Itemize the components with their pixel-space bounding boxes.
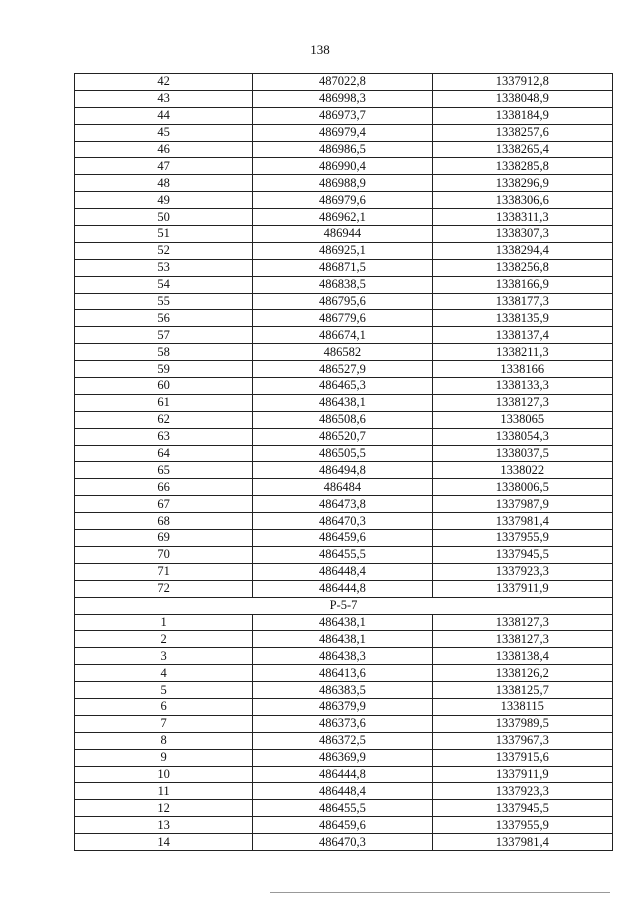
table-row: [75, 580, 613, 597]
table-row: [75, 631, 613, 648]
bottom-rule: [270, 892, 610, 893]
x-coordinate-cell: 486438,3: [253, 648, 432, 665]
point-number-cell: 55: [75, 293, 253, 310]
point-number-cell: 61: [75, 394, 253, 411]
y-coordinate-cell: 1338048,9: [432, 90, 612, 107]
table-row: [75, 344, 613, 361]
x-coordinate-cell: 486795,6: [253, 293, 432, 310]
point-number-cell: 54: [75, 276, 253, 293]
x-coordinate-cell: 486455,5: [253, 546, 432, 563]
y-coordinate-cell: 1338006,5: [432, 479, 612, 496]
table-row: [75, 394, 613, 411]
y-coordinate-cell: 1338133,3: [432, 378, 612, 395]
table-row: [75, 513, 613, 530]
x-coordinate-cell: 486944: [253, 226, 432, 243]
y-coordinate-cell: 1337955,9: [432, 530, 612, 547]
x-coordinate-cell: 486369,9: [253, 749, 432, 766]
x-coordinate-cell: 486505,5: [253, 445, 432, 462]
y-coordinate-cell: 1338125,7: [432, 682, 612, 699]
table-row: [75, 817, 613, 834]
point-number-cell: 7: [75, 715, 253, 732]
x-coordinate-cell: 486838,5: [253, 276, 432, 293]
table-row: [75, 462, 613, 479]
y-coordinate-cell: 1337923,3: [432, 783, 612, 800]
point-number-cell: 8: [75, 732, 253, 749]
y-coordinate-cell: 1337981,4: [432, 513, 612, 530]
table-row: [75, 226, 613, 243]
y-coordinate-cell: 1338256,8: [432, 259, 612, 276]
table-row: [75, 479, 613, 496]
x-coordinate-cell: 486527,9: [253, 361, 432, 378]
x-coordinate-cell: 486448,4: [253, 783, 432, 800]
point-number-cell: 47: [75, 158, 253, 175]
x-coordinate-cell: 486998,3: [253, 90, 432, 107]
x-coordinate-cell: 486373,6: [253, 715, 432, 732]
x-coordinate-cell: 486973,7: [253, 107, 432, 124]
point-number-cell: 65: [75, 462, 253, 479]
table-row: [75, 293, 613, 310]
point-number-cell: 63: [75, 428, 253, 445]
point-number-cell: 50: [75, 209, 253, 226]
y-coordinate-cell: 1338166,9: [432, 276, 612, 293]
y-coordinate-cell: 1338022: [432, 462, 612, 479]
point-number-cell: 11: [75, 783, 253, 800]
table-row: [75, 242, 613, 259]
table-row: [75, 749, 613, 766]
table-row: [75, 563, 613, 580]
y-coordinate-cell: 1338265,4: [432, 141, 612, 158]
point-number-cell: 56: [75, 310, 253, 327]
y-coordinate-cell: 1338127,3: [432, 394, 612, 411]
table-row: [75, 546, 613, 563]
table-row: [75, 74, 613, 91]
point-number-cell: 64: [75, 445, 253, 462]
y-coordinate-cell: 1338211,3: [432, 344, 612, 361]
y-coordinate-cell: 1337912,8: [432, 74, 612, 91]
x-coordinate-cell: 486455,5: [253, 800, 432, 817]
point-number-cell: 14: [75, 834, 253, 851]
table-row: [75, 665, 613, 682]
x-coordinate-cell: 487022,8: [253, 74, 432, 91]
point-number-cell: 51: [75, 226, 253, 243]
table-row: [75, 259, 613, 276]
y-coordinate-cell: 1338127,3: [432, 631, 612, 648]
y-coordinate-cell: 1338137,4: [432, 327, 612, 344]
point-number-cell: 71: [75, 563, 253, 580]
x-coordinate-cell: 486473,8: [253, 496, 432, 513]
x-coordinate-cell: 486779,6: [253, 310, 432, 327]
point-number-cell: 5: [75, 682, 253, 699]
table-row: [75, 158, 613, 175]
table-row: [75, 276, 613, 293]
y-coordinate-cell: 1337945,5: [432, 546, 612, 563]
table-row: [75, 766, 613, 783]
page-number: 138: [310, 42, 330, 57]
point-number-cell: 52: [75, 242, 253, 259]
point-number-cell: 46: [75, 141, 253, 158]
y-coordinate-cell: 1338184,9: [432, 107, 612, 124]
y-coordinate-cell: 1338294,4: [432, 242, 612, 259]
table-row: [75, 614, 613, 631]
point-number-cell: 53: [75, 259, 253, 276]
x-coordinate-cell: 486582: [253, 344, 432, 361]
x-coordinate-cell: 486979,4: [253, 124, 432, 141]
y-coordinate-cell: 1337923,3: [432, 563, 612, 580]
point-number-cell: 67: [75, 496, 253, 513]
table-row: [75, 192, 613, 209]
point-number-cell: 72: [75, 580, 253, 597]
x-coordinate-cell: 486413,6: [253, 665, 432, 682]
point-number-cell: 42: [75, 74, 253, 91]
x-coordinate-cell: 486494,8: [253, 462, 432, 479]
table-row: [75, 648, 613, 665]
table-row: [75, 783, 613, 800]
table-row: [75, 378, 613, 395]
table-row: [75, 310, 613, 327]
y-coordinate-cell: 1337987,9: [432, 496, 612, 513]
table-row: [75, 361, 613, 378]
x-coordinate-cell: 486448,4: [253, 563, 432, 580]
table-row: [75, 327, 613, 344]
y-coordinate-cell: 1337915,6: [432, 749, 612, 766]
y-coordinate-cell: 1337911,9: [432, 766, 612, 783]
y-coordinate-cell: 1338115: [432, 698, 612, 715]
point-number-cell: 57: [75, 327, 253, 344]
table-row: [75, 715, 613, 732]
y-coordinate-cell: 1337989,5: [432, 715, 612, 732]
point-number-cell: 66: [75, 479, 253, 496]
x-coordinate-cell: 486925,1: [253, 242, 432, 259]
x-coordinate-cell: 486444,8: [253, 580, 432, 597]
point-number-cell: 43: [75, 90, 253, 107]
point-number-cell: 49: [75, 192, 253, 209]
point-number-cell: 48: [75, 175, 253, 192]
point-number-cell: 60: [75, 378, 253, 395]
point-number-cell: 44: [75, 107, 253, 124]
table-row: [75, 800, 613, 817]
coordinates-table-body: [75, 74, 613, 851]
x-coordinate-cell: 486438,1: [253, 614, 432, 631]
y-coordinate-cell: 1338285,8: [432, 158, 612, 175]
section-title: Р-5-7: [75, 597, 613, 614]
x-coordinate-cell: 486379,9: [253, 698, 432, 715]
table-row: [75, 732, 613, 749]
point-number-cell: 62: [75, 411, 253, 428]
table-row: [75, 107, 613, 124]
x-coordinate-cell: 486444,8: [253, 766, 432, 783]
point-number-cell: 70: [75, 546, 253, 563]
y-coordinate-cell: 1337955,9: [432, 817, 612, 834]
point-number-cell: 12: [75, 800, 253, 817]
point-number-cell: 1: [75, 614, 253, 631]
table-row: [75, 175, 613, 192]
y-coordinate-cell: 1338166: [432, 361, 612, 378]
table-row: [75, 530, 613, 547]
point-number-cell: 6: [75, 698, 253, 715]
x-coordinate-cell: 486459,6: [253, 817, 432, 834]
y-coordinate-cell: 1338037,5: [432, 445, 612, 462]
coordinates-table: [74, 73, 613, 851]
x-coordinate-cell: 486990,4: [253, 158, 432, 175]
table-row: [75, 698, 613, 715]
table-row: [75, 124, 613, 141]
x-coordinate-cell: 486674,1: [253, 327, 432, 344]
y-coordinate-cell: 1338306,6: [432, 192, 612, 209]
table-row: [75, 682, 613, 699]
point-number-cell: 59: [75, 361, 253, 378]
point-number-cell: 68: [75, 513, 253, 530]
table-row: [75, 90, 613, 107]
x-coordinate-cell: 486372,5: [253, 732, 432, 749]
table-row: [75, 141, 613, 158]
table-row: [75, 445, 613, 462]
x-coordinate-cell: 486470,3: [253, 513, 432, 530]
table-row: [75, 411, 613, 428]
x-coordinate-cell: 486979,6: [253, 192, 432, 209]
y-coordinate-cell: 1338296,9: [432, 175, 612, 192]
x-coordinate-cell: 486871,5: [253, 259, 432, 276]
y-coordinate-cell: 1338311,3: [432, 209, 612, 226]
x-coordinate-cell: 486470,3: [253, 834, 432, 851]
point-number-cell: 69: [75, 530, 253, 547]
y-coordinate-cell: 1338135,9: [432, 310, 612, 327]
point-number-cell: 13: [75, 817, 253, 834]
y-coordinate-cell: 1337911,9: [432, 580, 612, 597]
y-coordinate-cell: 1338138,4: [432, 648, 612, 665]
point-number-cell: 10: [75, 766, 253, 783]
x-coordinate-cell: 486520,7: [253, 428, 432, 445]
point-number-cell: 45: [75, 124, 253, 141]
x-coordinate-cell: 486484: [253, 479, 432, 496]
table-row: [75, 209, 613, 226]
point-number-cell: 2: [75, 631, 253, 648]
y-coordinate-cell: 1337945,5: [432, 800, 612, 817]
x-coordinate-cell: 486459,6: [253, 530, 432, 547]
table-row: [75, 428, 613, 445]
point-number-cell: 58: [75, 344, 253, 361]
table-row: [75, 496, 613, 513]
point-number-cell: 9: [75, 749, 253, 766]
x-coordinate-cell: 486465,3: [253, 378, 432, 395]
y-coordinate-cell: 1337967,3: [432, 732, 612, 749]
x-coordinate-cell: 486438,1: [253, 394, 432, 411]
x-coordinate-cell: 486988,9: [253, 175, 432, 192]
y-coordinate-cell: 1338065: [432, 411, 612, 428]
y-coordinate-cell: 1338307,3: [432, 226, 612, 243]
y-coordinate-cell: 1337981,4: [432, 834, 612, 851]
x-coordinate-cell: 486383,5: [253, 682, 432, 699]
y-coordinate-cell: 1338126,2: [432, 665, 612, 682]
x-coordinate-cell: 486986,5: [253, 141, 432, 158]
y-coordinate-cell: 1338177,3: [432, 293, 612, 310]
table-row: [75, 834, 613, 851]
y-coordinate-cell: 1338257,6: [432, 124, 612, 141]
x-coordinate-cell: 486508,6: [253, 411, 432, 428]
section-row: [75, 597, 613, 614]
y-coordinate-cell: 1338127,3: [432, 614, 612, 631]
x-coordinate-cell: 486962,1: [253, 209, 432, 226]
y-coordinate-cell: 1338054,3: [432, 428, 612, 445]
point-number-cell: 4: [75, 665, 253, 682]
x-coordinate-cell: 486438,1: [253, 631, 432, 648]
point-number-cell: 3: [75, 648, 253, 665]
